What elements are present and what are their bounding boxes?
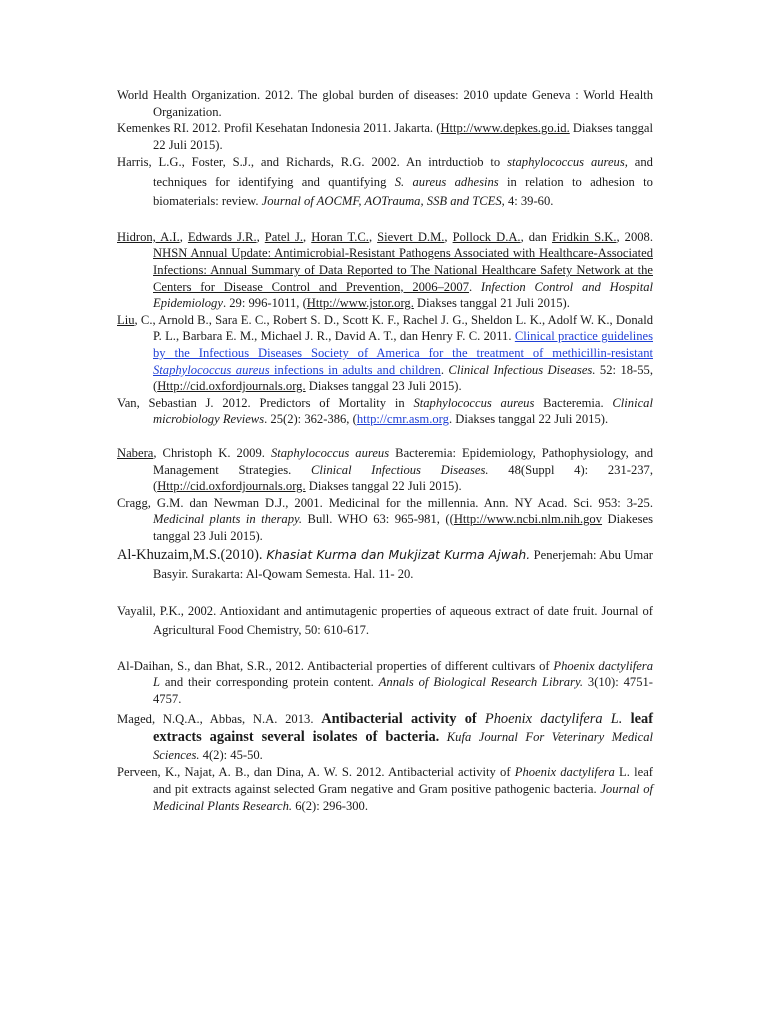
reference-text: . — [469, 279, 481, 294]
reference-species: Staphylococcus aureus — [270, 446, 390, 460]
reference-text: . 29: 996-1011, ( — [222, 296, 307, 311]
reference-species: S. aureus adhesins — [394, 174, 499, 189]
reference-author[interactable]: Pollock D.A. — [452, 229, 521, 244]
reference-journal: Journal of AOCMF, AOTrauma, SSB and TCES, — [261, 194, 505, 209]
reference-text: . 25(2): 362-386, ( — [264, 412, 357, 427]
reference-text: Kemenkes RI. 2012. Profil Kesehatan Indonesia 2011. Jakarta. ( — [117, 121, 441, 136]
reference-text: Al-Daihan, S., dan Bhat, S.R., 2012. Antibacterial properties of different cultivars of — [117, 658, 554, 673]
reference-text: , — [179, 229, 188, 244]
reference-journal: Clinical Infectious Diseases. — [448, 362, 596, 377]
reference-text: 6(2): 296-300. — [292, 798, 368, 813]
reference-text: . — [440, 362, 449, 377]
reference-author[interactable]: Sievert D.M. — [377, 229, 445, 244]
reference-aldaihan-2012 — [117, 658, 653, 708]
reference-species: Phoenix dactylifera L — [153, 658, 653, 690]
reference-perveen-2012 — [117, 764, 653, 814]
reference-nabera-2009 — [117, 445, 653, 495]
spacer — [117, 212, 653, 229]
reference-species: Staphylococcus aureus — [413, 395, 535, 410]
reference-van-2012 — [117, 395, 653, 428]
reference-hidron-2008 — [117, 229, 653, 312]
reference-author[interactable]: Patel J. — [264, 229, 304, 244]
reference-text: . Diakses tanggal 22 Juli 2015). — [448, 412, 609, 427]
reference-text: 52: 18-55, ( — [153, 362, 653, 394]
reference-url[interactable]: Http://cid.oxfordjournals.org. — [157, 479, 306, 494]
reference-maged-2013 — [117, 710, 653, 764]
reference-author[interactable]: Nabera — [117, 446, 154, 460]
reference-text: , — [368, 229, 378, 244]
reference-text: Bacteremia: Epidemiology, Pathophysiology, and Management Strategies. — [153, 446, 653, 477]
reference-liu-2011 — [117, 312, 653, 395]
reference-who-2012 — [117, 87, 653, 120]
reference-species: staphylococcus aureus, — [507, 155, 628, 170]
reference-vayalil-2002 — [117, 602, 653, 641]
reference-text: World Health Organization. 2012. The global burden of diseases: 2010 update Geneva : World Health Organization. — [117, 88, 653, 119]
reference-journal: Infection Control and Hospital Epidemiology — [153, 279, 653, 311]
reference-kemenkes-2012 — [117, 120, 653, 153]
reference-article-title: leaf extracts against several isolates of bacteria. — [153, 711, 653, 746]
reference-text: Diakses tanggal 21 Juli 2015). — [413, 296, 570, 311]
reference-text: Van, Sebastian J. 2012. Predictors of Mortality in — [117, 395, 414, 410]
reference-species: Phoenix dactylifera — [514, 765, 615, 780]
reference-text: and techniques for identifying and quantifying — [153, 155, 653, 189]
reference-journal: Annals of Biological Research Library. — [378, 675, 583, 690]
spacer — [117, 428, 653, 445]
reference-text: and their corresponding protein content. — [160, 675, 379, 690]
reference-text: in relation to adhesion to biomaterials: review. — [153, 174, 653, 209]
reference-harris-2002 — [117, 153, 653, 212]
reference-text: 48(Suppl 4): 231-237, ( — [153, 462, 653, 494]
reference-text: , Christoph K. 2009. — [153, 446, 271, 460]
reference-text: , — [303, 229, 312, 244]
reference-text: Diakeses tanggal 23 Juli 2015). — [153, 512, 653, 543]
reference-title-link-species[interactable]: Staphylococcus aureus — [153, 362, 270, 377]
reference-text: 4: 39-60. — [504, 194, 554, 209]
reference-text — [439, 730, 447, 744]
reference-text: Al-Khuzaim,M.S.(2010). — [117, 546, 267, 563]
reference-text: Perveen, K., Najat, A. B., dan Dina, A. W. S. 2012. Antibacterial activity of — [117, 765, 515, 780]
reference-author[interactable]: Edwards J.R. — [187, 229, 257, 244]
reference-title-link[interactable]: infections in adults and children — [269, 362, 441, 377]
spacer — [117, 641, 653, 658]
reference-list — [117, 87, 653, 814]
reference-title-link[interactable]: Clinical practice guidelines by the Infectious Diseases Society of America for the treatment of methicillin-resistant — [153, 329, 654, 361]
reference-text: Harris, L.G., Foster, S.J., and Richards, R.G. 2002. An intrductiob to — [117, 155, 508, 170]
reference-text: Vayalil, P.K., 2002. Antioxidant and antimutagenic properties of aqueous extract of date fruit. Journal of Agricultural Food Chemistry, 50: 610-617. — [117, 603, 653, 638]
reference-url[interactable]: Http://cid.oxfordjournals.org. — [157, 379, 306, 394]
reference-journal: Medicinal plants in therapy. — [153, 512, 303, 527]
reference-alkhuzaim-2010 — [117, 545, 653, 585]
reference-book-title: Khasiat Kurma dan Mukjizat Kurma Ajwah. — [266, 546, 531, 562]
reference-text: , dan — [520, 229, 552, 244]
reference-text: , C., Arnold B., Sara E. C., Robert S. D., Scott K. F., Rachel J. G., Sheldon L. K., Adolf W. K., Donald P. L., Barbara E. M., Michael J. R., David A. T., dan Henry F. C. 2011. — [134, 312, 653, 344]
reference-text: Cragg, G.M. dan Newman D.J., 2001. Medicinal for the millennia. Ann. NY Acad. Sci. 953: 3-25. — [117, 495, 653, 510]
reference-text: Bacteremia. — [534, 395, 613, 410]
reference-text: Diakses tanggal 23 Juli 2015). — [305, 379, 462, 394]
reference-journal: Clinical microbiology Reviews — [153, 395, 653, 427]
reference-url[interactable]: Http://www.depkes.go.id. — [440, 121, 570, 136]
reference-text: Penerjemah: Abu Umar Basyir. Surakarta: Al-Qowam Semesta. Hal. 11- 20. — [153, 547, 653, 582]
reference-text: 4(2): 45-50. — [199, 748, 263, 763]
reference-author[interactable]: Liu — [117, 312, 135, 327]
reference-author[interactable]: Hidron, A.I. — [117, 229, 180, 244]
reference-title-link[interactable]: NHSN Annual Update: Antimicrobial-Resistant Pathogens Associated with Healthcare-Associated Infections: Annual Summary of Data Reported to The National Healthcare Safety Network at the Centers for Disease Control and Prevention, 2006–2007 — [153, 246, 653, 294]
reference-text: Diakses tanggal 22 Juli 2015). — [305, 479, 462, 494]
reference-journal: Clinical Infectious Diseases. — [310, 462, 489, 477]
reference-text: , — [256, 229, 265, 244]
reference-url[interactable]: http://cmr.asm.org — [356, 412, 449, 427]
reference-text: L. leaf and pit extracts against selected Gram negative and Gram positive pathogenic bacteria. — [153, 765, 653, 796]
reference-article-title: Antibacterial activity of — [321, 711, 485, 728]
reference-text: 3(10): 4751-4757. — [153, 675, 653, 706]
reference-author[interactable]: Fridkin S.K. — [551, 229, 617, 244]
spacer — [117, 585, 653, 602]
reference-url[interactable]: Http://www.ncbi.nlm.nih.gov — [453, 512, 603, 527]
reference-text: Diakses tanggal 22 Juli 2015). — [153, 121, 653, 152]
reference-text: Bull. WHO 63: 965-981, (( — [302, 512, 454, 527]
reference-text: , 2008. — [616, 229, 654, 244]
reference-species: Phoenix dactylifera L. — [484, 711, 623, 728]
reference-journal: Journal of Medicinal Plants Research. — [153, 781, 653, 813]
reference-url[interactable]: Http://www.jstor.org. — [306, 296, 414, 311]
reference-journal: Kufa Journal For Veterinary Medical Sciences. — [153, 730, 654, 763]
reference-author[interactable]: Horan T.C. — [311, 229, 369, 244]
reference-text: , — [444, 229, 453, 244]
reference-cragg-2001 — [117, 495, 653, 545]
reference-text: Maged, N.Q.A., Abbas, N.A. 2013. — [117, 712, 322, 727]
